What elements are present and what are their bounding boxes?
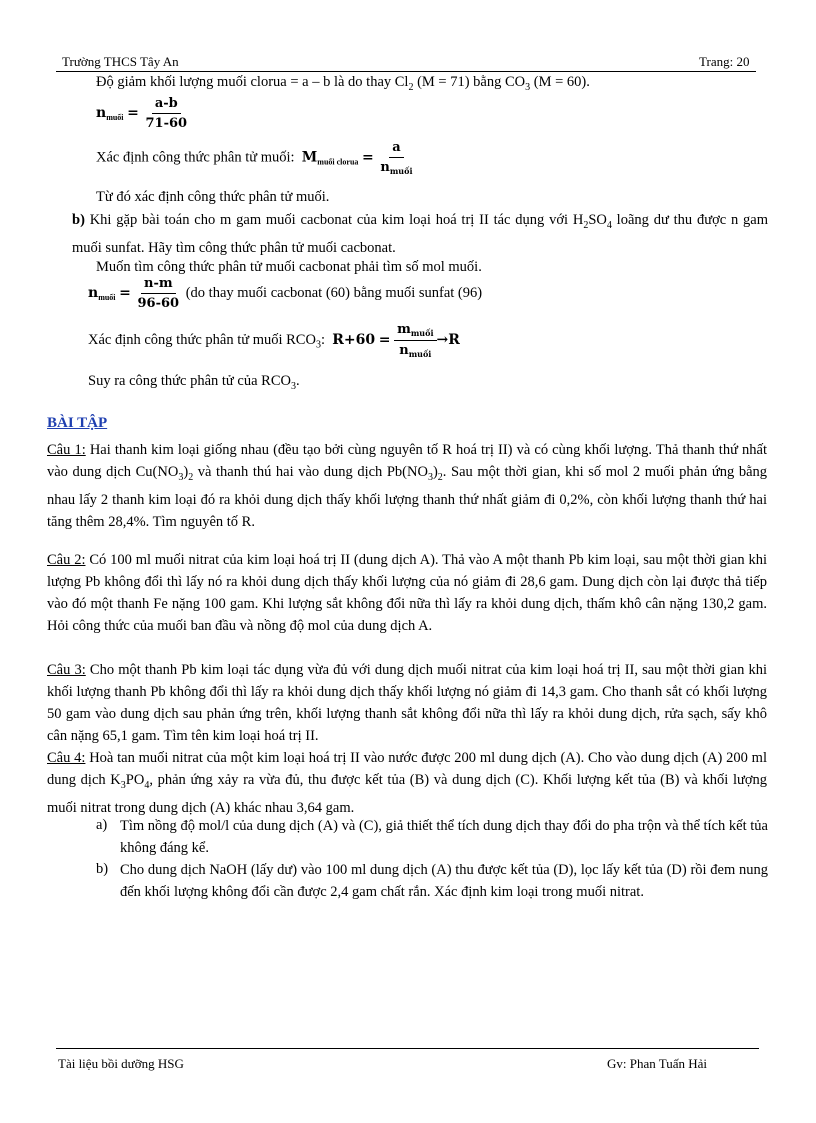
exercise-1: Câu 1: Hai thanh kim loại giống nhau (đều tạo bởi cùng nguyên tố R hoá trị II) và có cùng khối lượng. Thả thanh thứ nhất vào dung dịch $Cu(NO_3)_2$ và thanh thú hai vào dung dịch $Pb(NO_3)_2$. Sau một thời gian, khi số mol 2 muối phản ứng bằng nhau lấy 2 thanh kim loại đó ra khỏi dung dịch thấy khối lượng thanh thứ nhất giảm đi 0,2%, còn khối lượng thanh thứ hai tăng thêm 28,4%. Tìm nguyên tố R. [47, 442, 768, 530]
formula-rco3: Xác định công thức phân tử muối $RCO_3$: R+60 = $\frac{m_{muối}}{n_{muối}}$ →R [88, 322, 460, 359]
header-page-number: Trang: 20 [699, 54, 750, 69]
formula-n-muoi-cacbonat: $n_{muối}$ = $\frac{n-m}{96-60}$ (do thay muối cacbonat (60) bằng muối sunfat (96) [88, 276, 483, 311]
part-b-intro: b) Khi gặp bài toán cho m gam muối cacbonat của kim loại hoá trị II tác dụng với $H_2SO_4$ loãng dư thu được n gam muối sunfat. Hãy tìm công thức phân tử muối cacbonat. [72, 212, 768, 256]
exercise-2: Câu 2: Có 100 ml muối nitrat của kim loại hoá trị II (dung dịch A). Thả vào A một thanh Pb kim loại, sau một thời gian khi lượng Pb không đổi thì lấy nó ra khỏi dung dịch thấy khối lượng của nó giảm đi 28,6 gam. Dung dịch còn lại được thả tiếp vào đó một thanh Fe nặng 100 gam. Khi lượng sắt không đổi nữa thì lấy ra khỏi dung dịch, thấm khô cân nặng 130,2 gam. Hỏi công thức của muối ban đầu và nồng độ mol của dung dịch A. [47, 552, 767, 634]
exercises-title: BÀI TẬP [47, 415, 108, 431]
formula-n-muoi-clorua: $n_{muối}$ = $\frac{a-b}{71-60}$ [96, 96, 188, 131]
footer-rule [56, 1048, 759, 1049]
exercise-4-item-b-label: b) [96, 861, 109, 877]
header-school: Trường THCS Tây An [62, 54, 179, 69]
exercise-2-label: Câu 2: [47, 552, 86, 568]
exercise-4-item-b: Cho dung dịch NaOH (lấy dư) vào 100 ml dung dịch (A) thu được kết tủa (D), lọc lấy kết tủa (D) rồi đem nung đến khối lượng không đổi cần được 2,4 gam chất rắn. Xác định kim loại trong muối nitrat. [120, 862, 768, 900]
exercise-4: Câu 4: Hoà tan muối nitrat của một kim loại hoá trị II vào nước được 200 ml dung dịch (A). Cho vào dung dịch (A) 200 ml dung dịch $K_3PO_4$, phản ứng xảy ra vừa đủ, thu được kết tủa (B) và dung dịch (C). Khối lượng kết tủa (B) và khối lượng muối nitrat trong dung dịch (A) khác nhau 3,64 gam. [47, 750, 767, 816]
exercise-4-label: Câu 4: [47, 750, 86, 766]
exercise-3: Câu 3: Cho một thanh Pb kim loại tác dụng vừa đủ với dung dịch muối nitrat của kim loại hoá trị II, sau một thời gian khi khối lượng thanh Pb không đổi thì lấy ra khỏi dung dịch thấy khối lượng nó giảm đi 14,3 gam. Cho thanh sắt có khối lượng 50 gam vào dung dịch sau phản ứng trên, khối lượng thanh sắt không đổi nữa thì lấy ra khỏi dung dịch, rửa sạch, sấy khô cân nặng 65,1 gam. Tìm tên kim loại hoá trị II. [47, 662, 768, 744]
exercise-3-label: Câu 3: [47, 662, 86, 678]
header-rule [56, 71, 756, 72]
footer-left: Tài liệu bồi dưỡng HSG [58, 1056, 184, 1071]
footer-right: Gv: Phan Tuấn Hải [607, 1056, 708, 1071]
part-a-line3: Từ đó xác định công thức phân tử muối. [96, 189, 330, 205]
formula-m-muoi-clorua: Xác định công thức phân tử muối: $M_{muối clorua}$ = $\frac{a}{n_{muối}}$ [96, 140, 413, 176]
exercise-4-item-a-label: a) [96, 817, 108, 833]
part-a-line1: Độ giảm khối lượng muối clorua = a – b là do thay $Cl_2$ (M = 71) bằng $CO_3$ (M = 60). [96, 74, 590, 93]
part-b-line4: Suy ra công thức phân tử của $RCO_3$. [88, 373, 300, 392]
part-b-line2: Muốn tìm công thức phân tử muối cacbonat phải tìm số mol muối. [96, 259, 482, 275]
exercise-4-item-a: Tìm nồng độ mol/l của dung dịch (A) và (C), giả thiết thể tích dung dịch thay đổi do pha trộn và thể tích kết tủa không đáng kể. [120, 818, 768, 856]
exercise-1-label: Câu 1: [47, 442, 86, 458]
